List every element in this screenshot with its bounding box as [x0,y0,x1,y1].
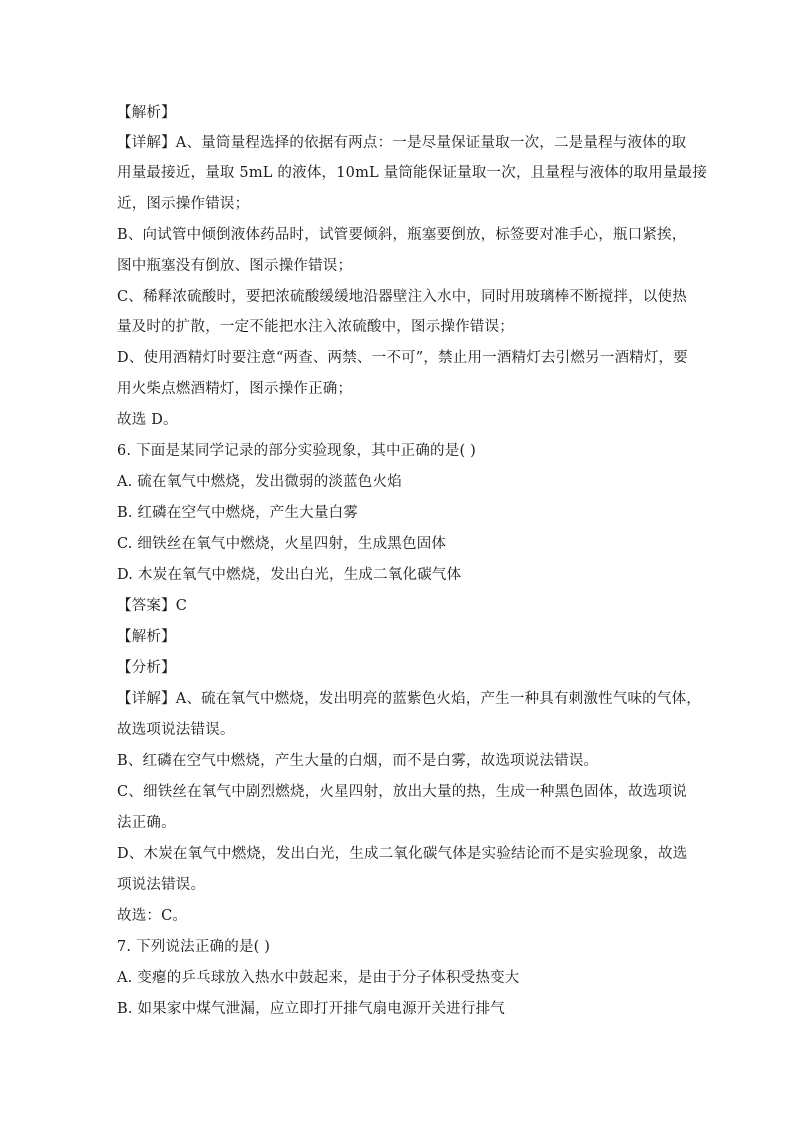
text-line: C、细铁丝在氧气中剧烈燃烧，火星四射，放出大量的热，生成一种黑色固体，故选项说 [117,784,687,800]
section-heading-analysis: 【解析】 [117,105,176,121]
text-line: 项说法错误。 [117,877,206,893]
text-line: 故选：C。 [117,908,188,924]
question-7-stem: 7. 下列说法正确的是( ) [117,939,271,955]
text-line: 【详解】A、量筒量程选择的依据有两点：一是尽量保证量取一次，二是量程与液体的取 [117,135,687,151]
text-line: D、使用酒精灯时要注意“两查、两禁、一不可”，禁止用一酒精灯去引燃另一酒精灯，要 [117,350,688,366]
text-line: D、木炭在氧气中燃烧，发出白光，生成二氧化碳气体是实验结论而不是实验现象，故选 [117,846,688,862]
section-heading-reasoning: 【分析】 [117,660,176,676]
text-line: 图中瓶塞没有倒放、图示操作错误； [117,258,353,274]
text-line: 故选项说法错误。 [117,722,235,738]
answer-line: 【答案】C [117,598,188,614]
text-line: 量及时的扩散，一定不能把水注入浓硫酸中，图示操作错误； [117,319,514,335]
question-7-option-a: A. 变瘪的乒乓球放入热水中鼓起来，是由于分子体积受热变大 [117,970,520,986]
text-line: 近，图示操作错误； [117,196,250,212]
text-line: 【详解】A、硫在氧气中燃烧，发出明亮的蓝紫色火焰，产生一种具有刺激性气味的气体， [117,691,701,707]
text-line: 用火柴点燃酒精灯，图示操作正确； [117,381,353,397]
text-line: C、稀释浓硫酸时，要把浓硫酸缓缓地沿器壁注入水中，同时用玻璃棒不断搅拌，以使热 [117,289,687,305]
text-line: B、红磷在空气中燃烧，产生大量的白烟，而不是白雾，故选项说法错误。 [117,753,599,769]
question-7-option-b: B. 如果家中煤气泄漏，应立即打开排气扇电源开关进行排气 [117,1001,505,1017]
section-heading-analysis: 【解析】 [117,629,176,645]
text-line: 故选 D。 [117,412,178,428]
question-6-option-a: A. 硫在氧气中燃烧，发出微弱的淡蓝色火焰 [117,474,402,490]
question-6-option-d: D. 木炭在氧气中燃烧，发出白光，生成二氧化碳气体 [117,567,462,583]
text-line: 法正确。 [117,815,176,831]
question-6-stem: 6. 下面是某同学记录的部分实验现象，其中正确的是( ) [117,443,476,459]
text-line: B、向试管中倾倒液体药品时，试管要倾斜，瓶塞要倒放，标签要对准手心，瓶口紧挨， [117,227,687,243]
question-6-option-b: B. 红磷在空气中燃烧，产生大量白雾 [117,505,358,521]
text-line: 用量最接近，量取 5mL 的液体，10mL 量筒能保证量取一次，且量程与液体的取用量最接 [117,165,708,181]
question-6-option-c: C. 细铁丝在氧气中燃烧，火星四射，生成黑色固体 [117,536,447,552]
